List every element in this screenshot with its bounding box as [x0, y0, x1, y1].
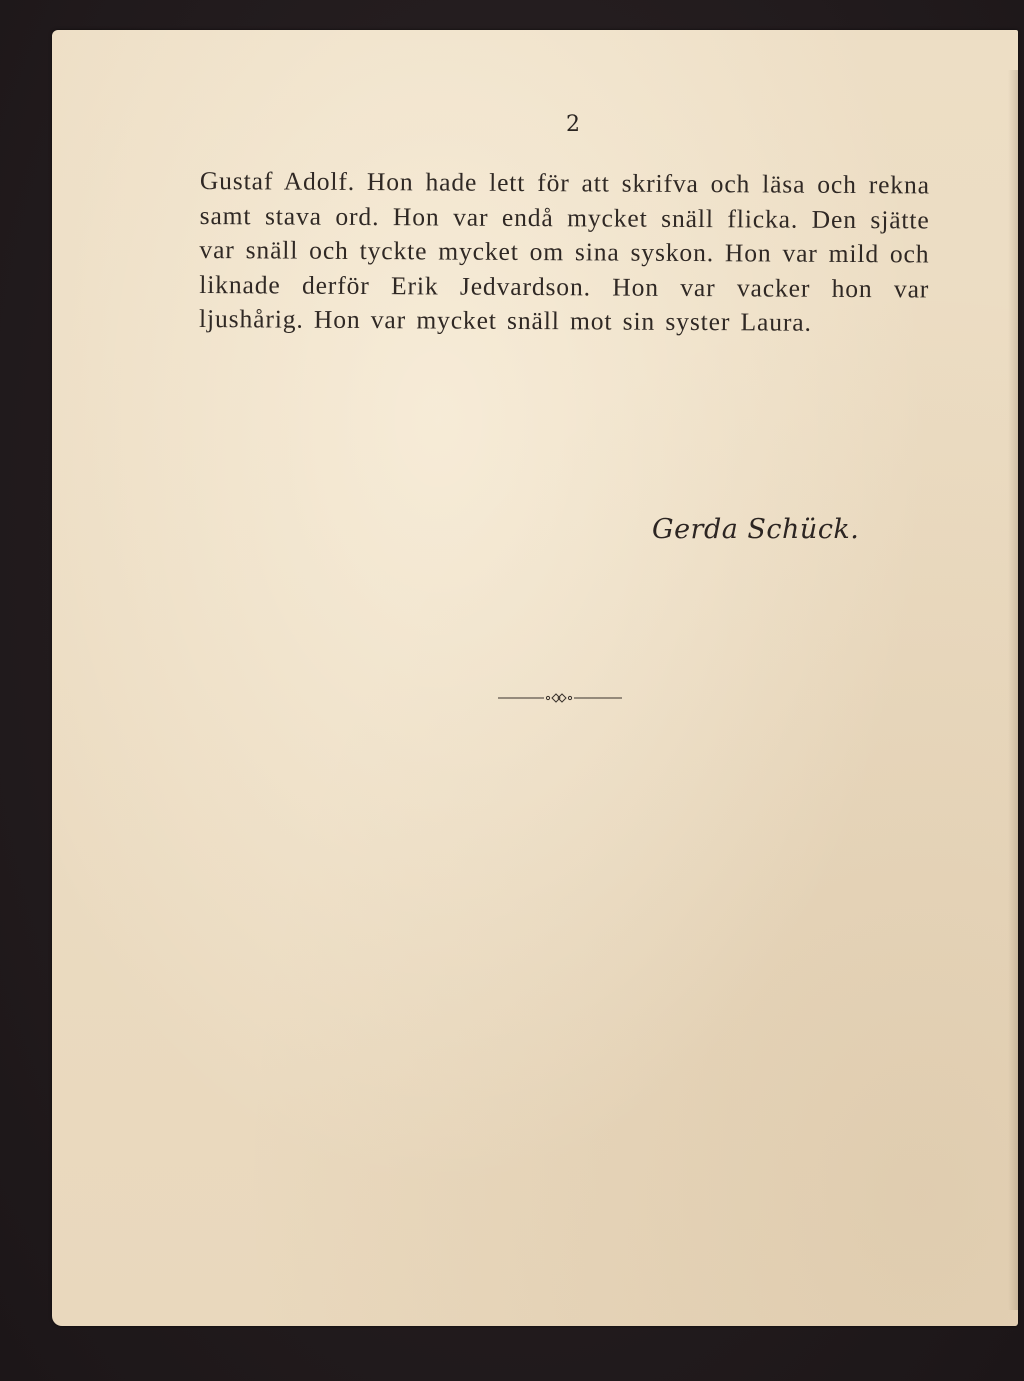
page-number: 2 — [566, 112, 580, 137]
decorative-rule-icon — [498, 692, 622, 704]
document-page — [52, 30, 1018, 1326]
page-edge-shadow — [1008, 70, 1018, 1310]
body-paragraph: Gustaf Adolf. Hon hade lett för att skrifva och läsa och rekna samt stava ord. Hon var endå mycket snäll flicka. Den sjätte var snäll och tyckte mycket om sina syskon. Hon var mild och liknade derför Erik Jedvardson. Hon var vacker hon var ljushårig. Hon var mycket snäll mot sin syster Laura. — [198, 165, 930, 337]
signature: Gerda Schück. — [652, 514, 860, 545]
